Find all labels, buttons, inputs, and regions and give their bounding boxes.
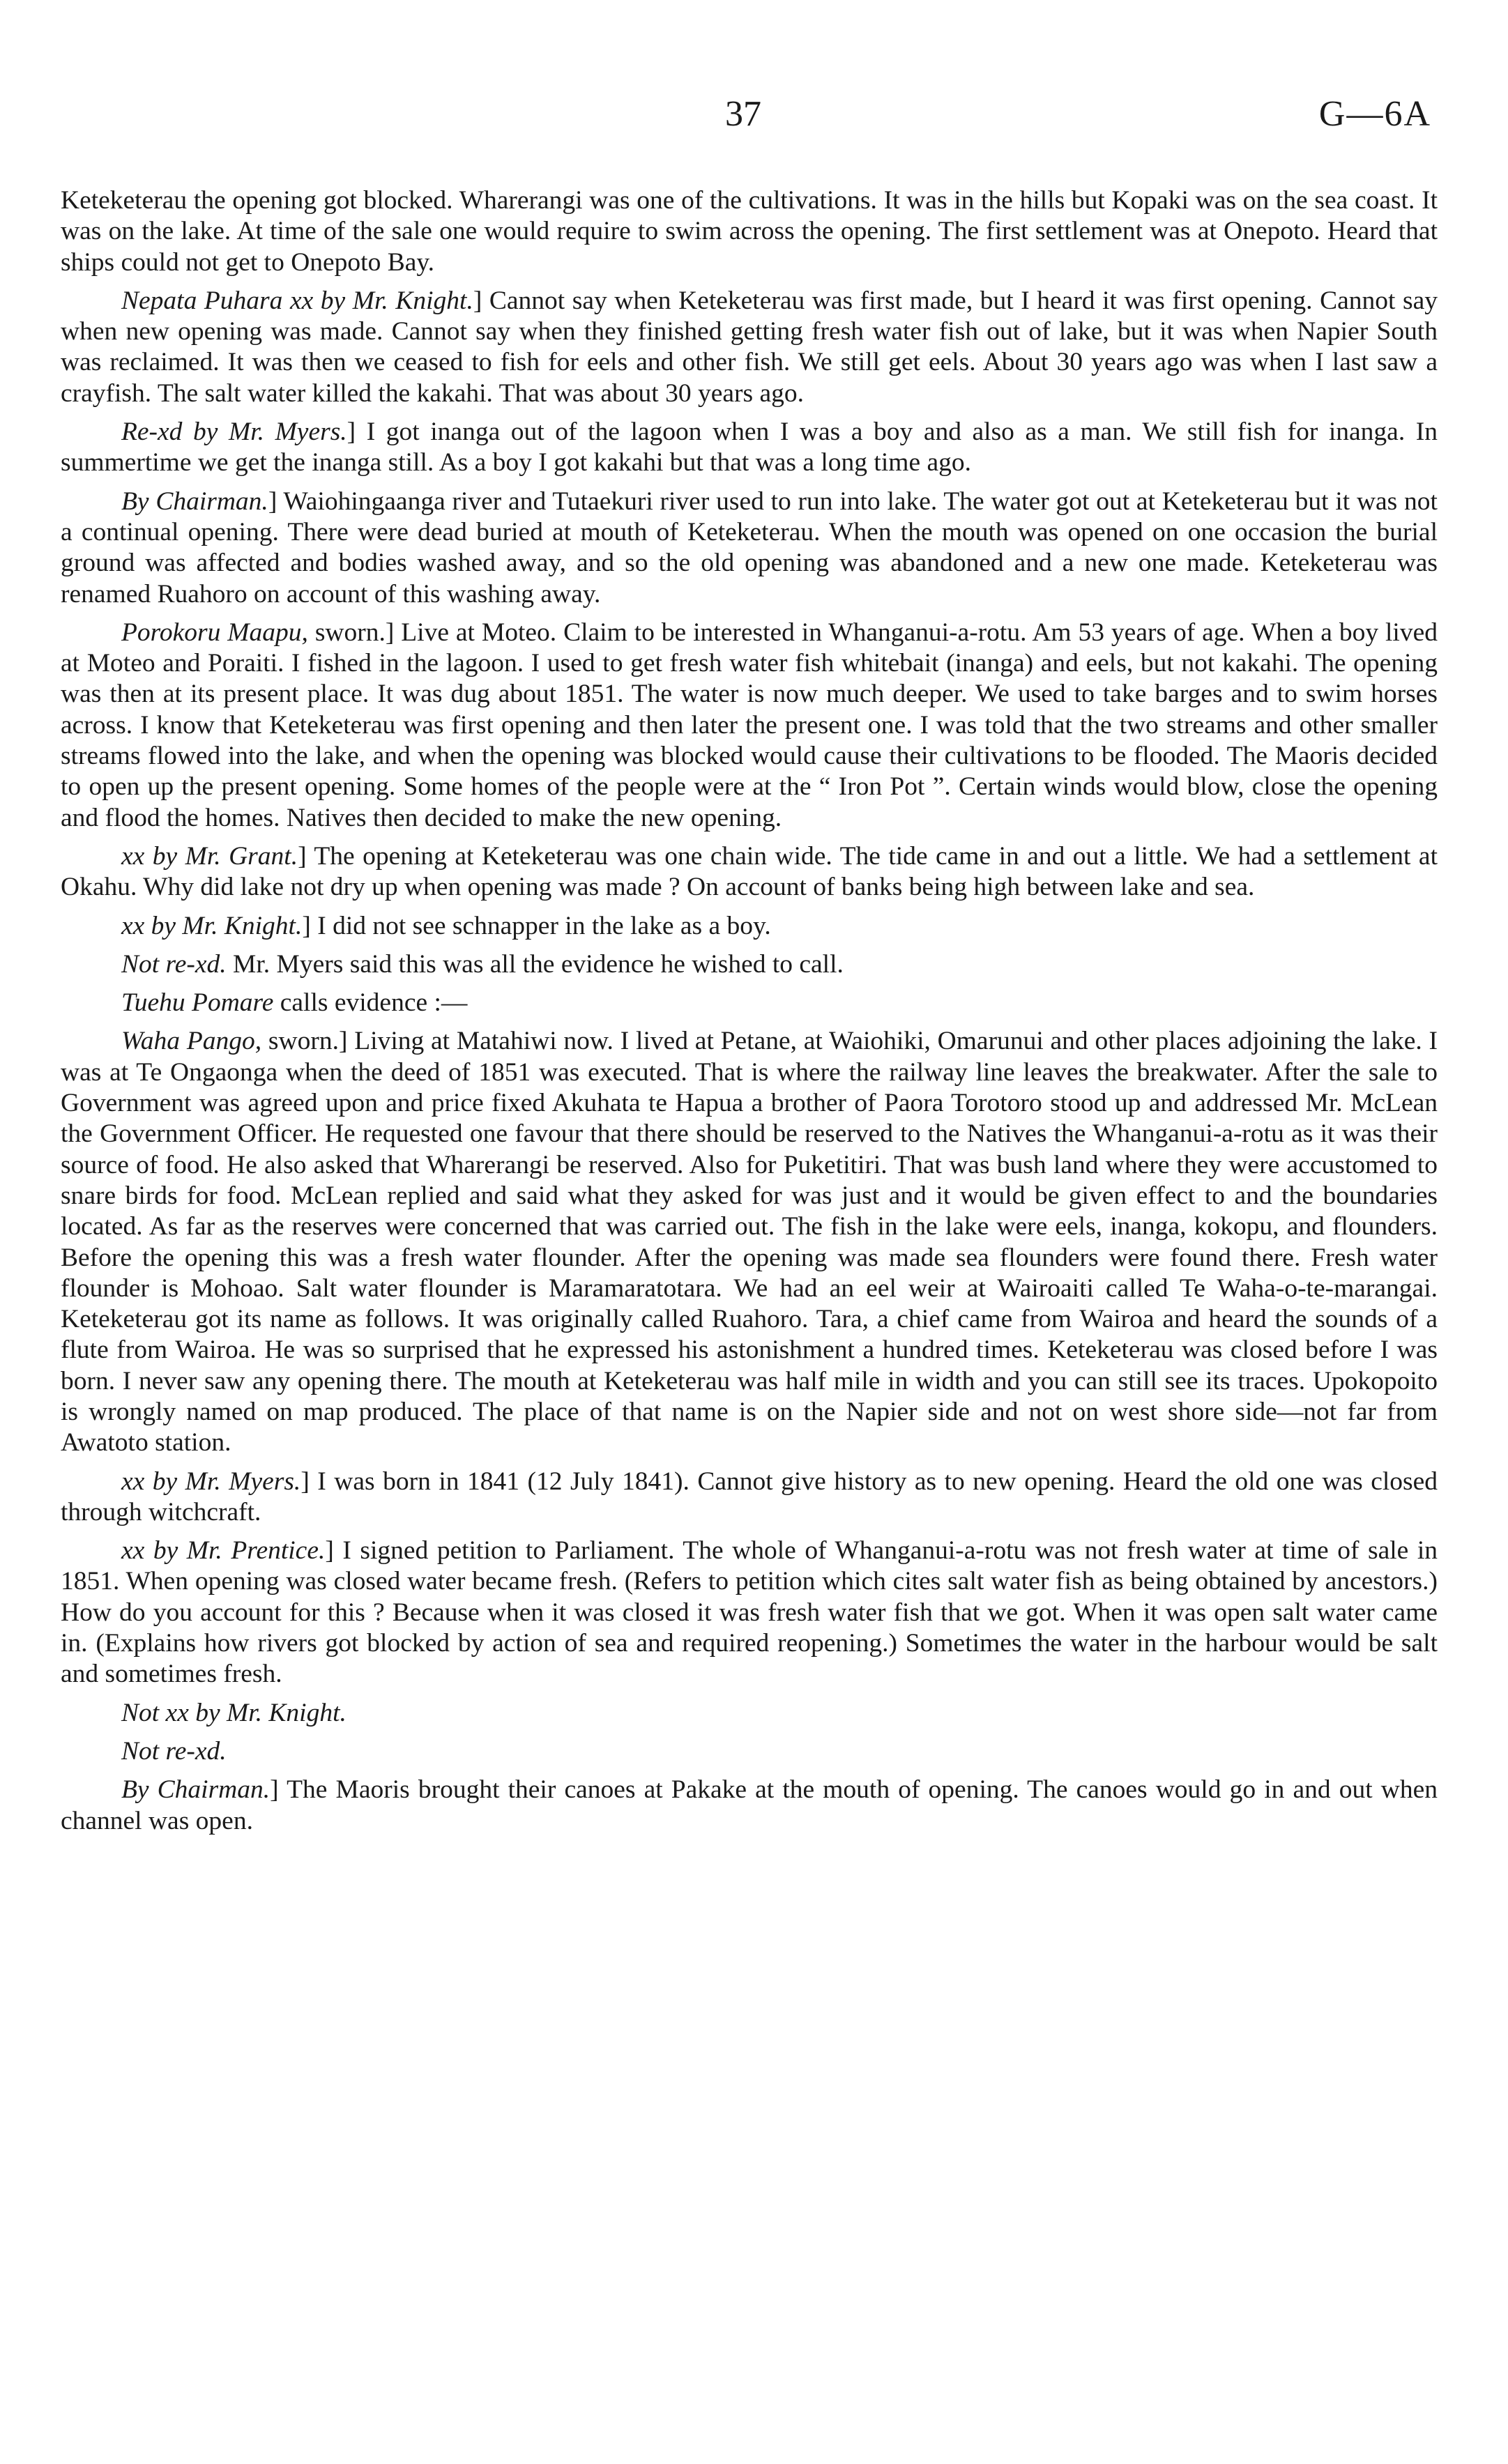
speaker-lead: xx by Mr. Prentice. — [121, 1536, 326, 1566]
page-number: 37 — [725, 94, 761, 134]
paragraph — [61, 949, 1438, 980]
page-header — [0, 93, 1508, 142]
paragraph-text: calls evidence :— — [273, 988, 468, 1018]
paragraph-text: ] I got inanga out of the lagoon when I was a boy and also as a man. We still fish for inanga. In summertime we get the inanga still. As a boy I got kakahi but that was a long time ago. — [61, 418, 1438, 477]
speaker-lead: xx by Mr. Myers. — [121, 1467, 301, 1496]
speaker-lead: xx by Mr. Grant. — [121, 841, 298, 871]
paragraph-text: ] I signed petition to Parliament. The whole of Whanganui-a-rotu was not fresh water at time of sale in 1851. When opening was closed water became fresh. (Refers to petition which cites salt water fish as being obtained by ancestors.) How do you account for this ? Because when it was closed it was fresh water fish that we got. When it was open salt water came in. (Explains how rivers got blocked by action of sea and required reopening.) Sometimes the water in the harbour would be salt and sometimes fresh. — [61, 1536, 1438, 1689]
paragraph — [61, 1775, 1438, 1837]
speaker-lead: By Chairman. — [121, 487, 268, 516]
evidence-text — [61, 185, 1438, 1844]
paragraph-text: ] Cannot say when Keteketerau was first made, but I heard it was first opening. Cannot say when new opening was made. Cannot say when they finished getting fresh water fish out of lake, but it was when Napier South was reclaimed. It was then we ceased to fish for eels and other fish. We still get eels. About 30 years ago was when I last saw a crayfish. The salt water killed the kakahi. That was about 30 years ago. — [61, 286, 1438, 408]
speaker-lead: Porokoru Maapu, — [121, 618, 308, 647]
paragraph — [61, 487, 1438, 610]
paragraph — [61, 286, 1438, 409]
paragraph — [61, 1698, 1438, 1729]
paragraph — [61, 618, 1438, 834]
speaker-lead: Not re-xd. — [121, 1736, 227, 1766]
paragraph — [61, 1467, 1438, 1529]
paragraph — [61, 988, 1438, 1018]
paragraph-text: ] I did not see schnapper in the lake as a boy. — [302, 911, 771, 940]
speaker-lead: By Chairman. — [121, 1775, 271, 1805]
paragraph — [61, 841, 1438, 903]
paragraph — [61, 417, 1438, 479]
paragraph-text: ] I was born in 1841 (12 July 1841). Cannot give history as to new opening. Heard the old one was closed through witchcraft. — [61, 1467, 1438, 1526]
paragraph-text: Mr. Myers said this was all the evidence he wished to call. — [226, 949, 844, 979]
speaker-lead: Re-xd by Mr. Myers. — [121, 418, 347, 447]
speaker-lead: Not xx by Mr. Knight. — [121, 1698, 346, 1727]
speaker-lead: Nepata Puhara xx by Mr. Knight. — [121, 286, 473, 315]
paragraph — [61, 911, 1438, 942]
paragraph-text: ] Waiohingaanga river and Tutaekuri river used to run into lake. The water got out at Keteketerau but it was not a continual opening. There were dead buried at mouth of Keteketerau. When the mouth was opened on one occasion the burial ground was affected and bodies washed away, and so the old opening was abandoned and a new one made. Keteketerau was renamed Ruahoro on account of this washing away. — [61, 487, 1438, 609]
paragraph — [61, 1736, 1438, 1767]
paragraph-text: Keteketerau the opening got blocked. Wharerangi was one of the cultivations. It was in the hills but Kopaki was on the sea coast. It was on the lake. At time of the sale one would require to swim across the opening. The first settlement was at Onepoto. Heard that ships could not get to Onepoto Bay. — [61, 186, 1438, 277]
paragraph-text: ] The Maoris brought their canoes at Pakake at the mouth of opening. The canoes would go in and out when channel was open. — [61, 1775, 1438, 1835]
document-code: G—6A — [1318, 94, 1431, 134]
speaker-lead: Waha Pango, — [121, 1027, 262, 1056]
paragraph-text: ] The opening at Keteketerau was one chain wide. The tide came in and out a little. We had a settlement at Okahu. Why did lake not dry up when opening was made ? On account of banks being high between lake and sea. — [61, 841, 1438, 902]
paragraph-text: sworn.] Living at Matahiwi now. I lived at Petane, at Waiohiki, Omarunui and other places adjoining the lake. I was at Te Ongaonga when the deed of 1851 was executed. That is where the railway line leaves the breakwater. After the sale to Government was agreed upon and price fixed Akuhata te Hapua a brother of Paora Torotoro stood up and addressed Mr. McLean the Government Officer. He requested one favour that there should be reserved to the Natives the Whanganui-a-rotu as it was their source of food. He also asked that Wharerangi be reserved. Also for Puketitiri. That was bush land where they were accustomed to snare birds for food. McLean replied and said what they asked for was just and it would be given effect to and the boundaries located. As far as the reserves were concerned that was carried out. The fish in the lake were eels, inanga, kokopu, and flounders. Before the opening this was a fresh water flounder. After the opening was made sea flounders were found there. Fresh water flounder is Mohoao. Salt water flounder is Maramaratotara. We had an eel weir at Wairoaiti called Te Waha-o-te-marangai. Keteketerau got its name as follows. It was originally called Ruahoro. Tara, a chief came from Wairoa and heard the sounds of a flute from Wairoa. He was so surprised that he expressed his astonishment a hundred times. Keteketerau was closed before I was born. I never saw any opening there. The mouth at Keteketerau was half mile in width and you can still see its traces. Upokopoito is wrongly named on map produced. The place of that name is on the Napier side and not on west shore side—not far from Awatoto station. — [61, 1027, 1438, 1457]
speaker-lead: Not re-xd. — [121, 949, 227, 979]
speaker-lead: Tuehu Pomare — [121, 988, 274, 1018]
paragraph — [61, 1536, 1438, 1690]
paragraph — [61, 1026, 1438, 1458]
speaker-lead: xx by Mr. Knight. — [121, 911, 303, 940]
paragraph-text: sworn.] Live at Moteo. Claim to be interested in Whanganui-a-rotu. Am 53 years of age. When a boy lived at Moteo and Poraiti. I fished in the lagoon. I used to get fresh water fish whitebait (inanga) and eels, but not kakahi. The opening was then at its present place. It was dug about 1851. The water is now much deeper. We used to take barges and to swim horses across. I know that Keteketerau was first opening and then later the present one. I was told that the two streams and other smaller streams flowed into the lake, and when the opening was blocked would cause their cultivations to be flooded. The Maoris decided to open up the present opening. Some homes of the people were at the “ Iron Pot ”. Certain winds would blow, close the opening and flood the homes. Natives then decided to make the new opening. — [61, 618, 1438, 832]
paragraph — [61, 185, 1438, 278]
